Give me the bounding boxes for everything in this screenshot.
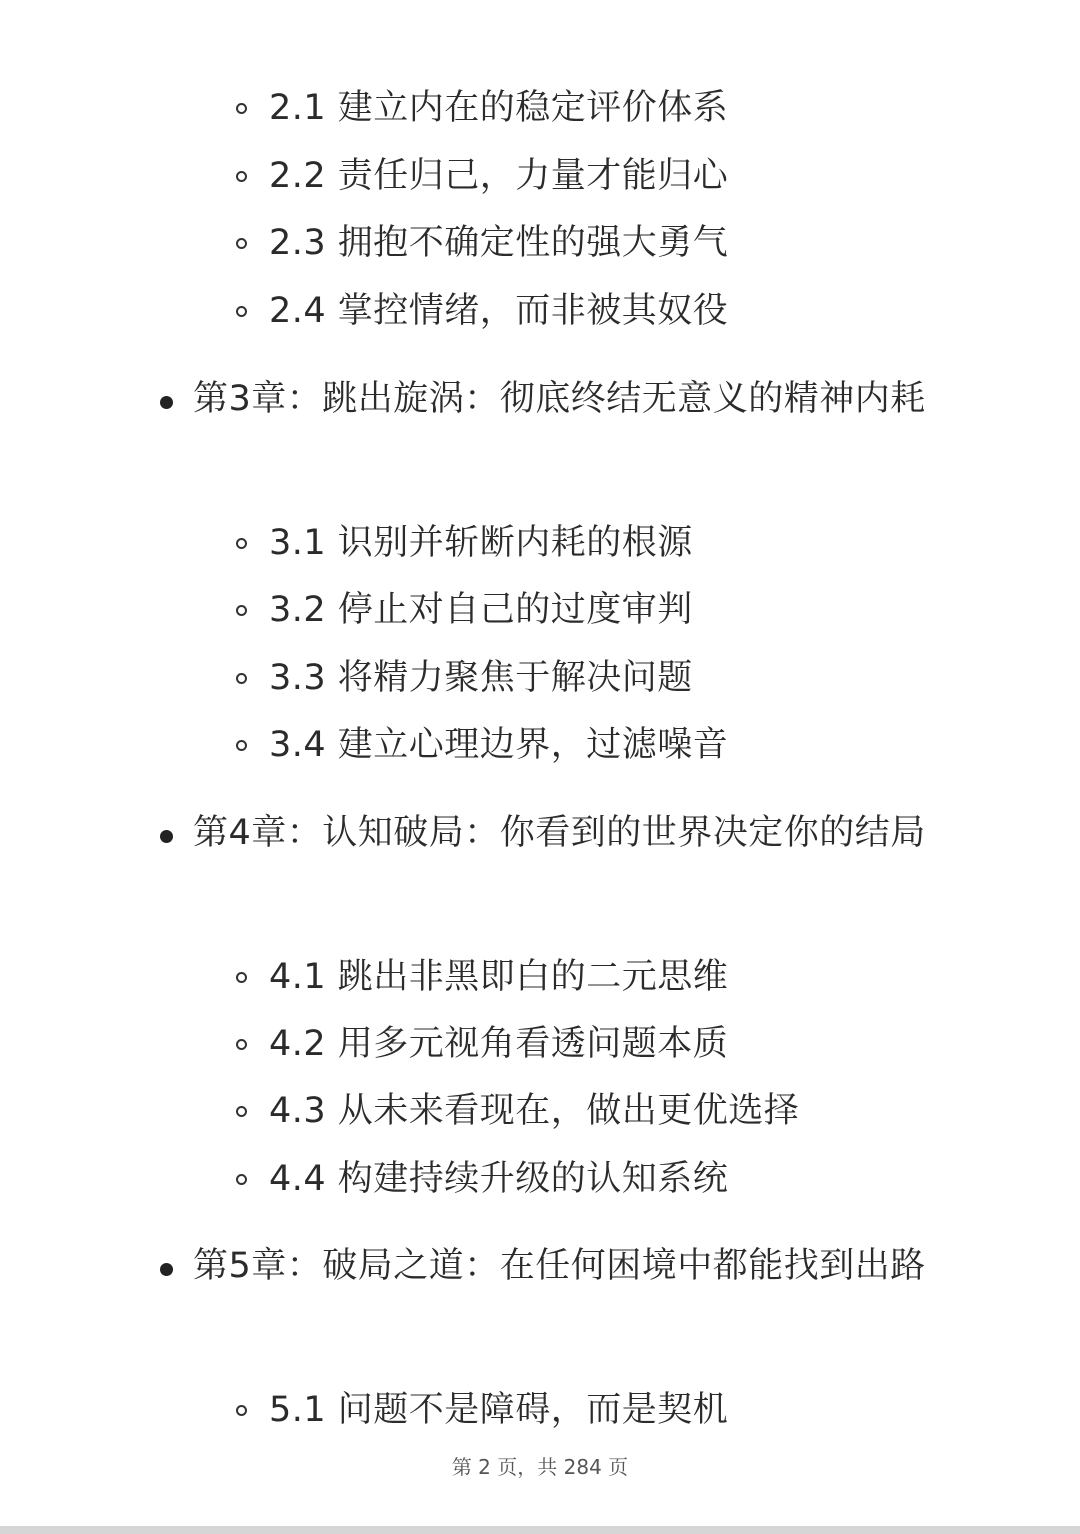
list-item bbox=[236, 78, 728, 138]
section-title: 4.1 跳出非黑即白的二元思维 bbox=[269, 957, 729, 997]
list-item bbox=[236, 1081, 799, 1141]
list-item bbox=[236, 1380, 728, 1440]
hollow-bullet-icon bbox=[236, 306, 247, 317]
chapter-title: 第3章：跳出旋涡：彻底终结无意义的精神内耗 bbox=[193, 379, 926, 419]
list-item bbox=[236, 281, 728, 341]
list-item bbox=[236, 1014, 728, 1074]
filled-bullet-icon bbox=[160, 396, 173, 409]
hollow-bullet-icon bbox=[236, 171, 247, 182]
hollow-bullet-icon bbox=[236, 1174, 247, 1185]
list-item bbox=[236, 580, 693, 640]
section-title: 4.2 用多元视角看透问题本质 bbox=[269, 1024, 729, 1064]
hollow-bullet-icon bbox=[236, 972, 247, 983]
hollow-bullet-icon bbox=[236, 103, 247, 114]
filled-bullet-icon bbox=[160, 830, 173, 843]
section-title: 2.1 建立内在的稳定评价体系 bbox=[269, 88, 729, 128]
list-item bbox=[236, 513, 693, 573]
section-title: 3.3 将精力聚焦于解决问题 bbox=[269, 658, 693, 698]
bottom-divider bbox=[0, 1526, 1080, 1534]
section-title: 2.4 掌控情绪，而非被其奴役 bbox=[269, 291, 729, 331]
section-title: 2.2 责任归己，力量才能归心 bbox=[269, 156, 729, 196]
section-title: 2.3 拥抱不确定性的强大勇气 bbox=[269, 223, 729, 263]
hollow-bullet-icon bbox=[236, 673, 247, 684]
chapter-title: 第5章：破局之道：在任何困境中都能找到出路 bbox=[193, 1246, 926, 1286]
hollow-bullet-icon bbox=[236, 538, 247, 549]
section-title: 3.1 识别并斩断内耗的根源 bbox=[269, 523, 693, 563]
hollow-bullet-icon bbox=[236, 1106, 247, 1117]
section-title: 5.1 问题不是障碍，而是契机 bbox=[269, 1390, 729, 1430]
list-item bbox=[236, 213, 728, 273]
hollow-bullet-icon bbox=[236, 1039, 247, 1050]
hollow-bullet-icon bbox=[236, 238, 247, 249]
list-item bbox=[236, 648, 693, 708]
list-item bbox=[236, 1149, 728, 1209]
list-item bbox=[236, 947, 728, 1007]
list-item bbox=[236, 146, 728, 206]
section-title: 3.4 建立心理边界，过滤噪音 bbox=[269, 725, 729, 765]
hollow-bullet-icon bbox=[236, 1405, 247, 1416]
section-title: 3.2 停止对自己的过度审判 bbox=[269, 590, 693, 630]
section-title: 4.3 从未来看现在，做出更优选择 bbox=[269, 1091, 800, 1131]
chapter-title: 第4章：认知破局：你看到的世界决定你的结局 bbox=[193, 813, 926, 853]
page-indicator: 第 2 页，共 284 页 bbox=[451, 1455, 629, 1479]
hollow-bullet-icon bbox=[236, 605, 247, 616]
filled-bullet-icon bbox=[160, 1263, 173, 1276]
hollow-bullet-icon bbox=[236, 740, 247, 751]
section-title: 4.4 构建持续升级的认知系统 bbox=[269, 1159, 729, 1199]
list-item bbox=[236, 715, 728, 775]
